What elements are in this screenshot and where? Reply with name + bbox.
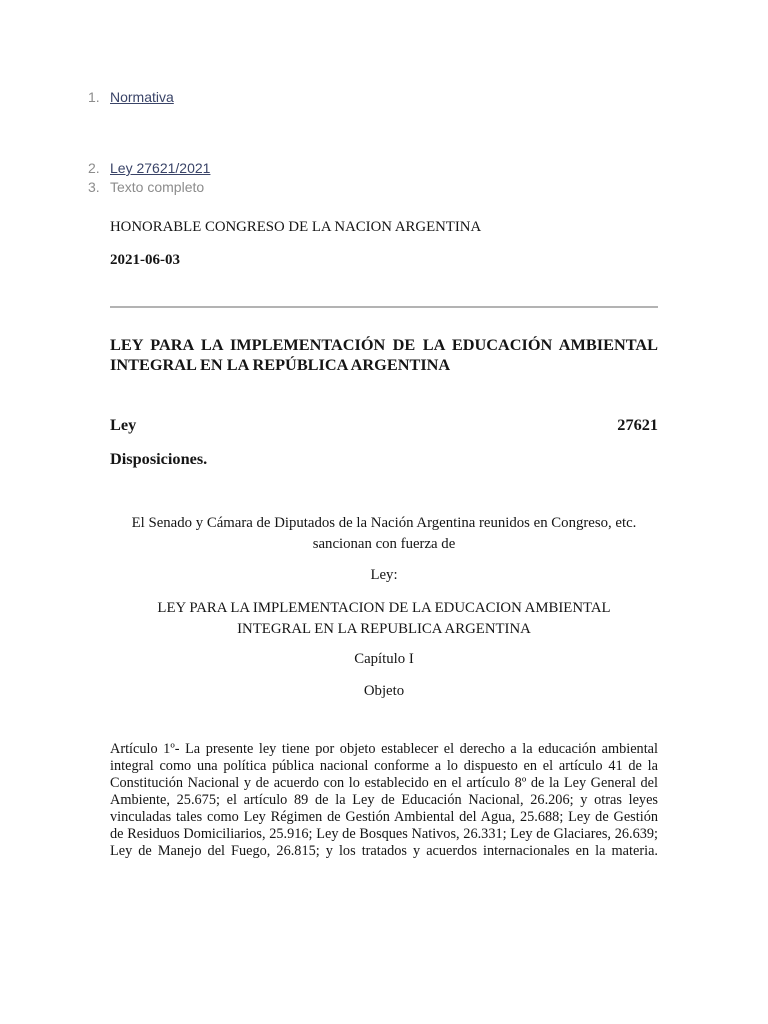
chapter-heading: Capítulo I	[354, 651, 414, 667]
law-number-row	[110, 415, 658, 434]
ley-heading: Ley:	[370, 567, 398, 583]
breadcrumb-number: 3.	[88, 179, 100, 195]
section-divider	[110, 306, 658, 308]
law-number: 27621	[617, 415, 658, 434]
law-subtitle: Disposiciones.	[110, 449, 208, 468]
normativa-link[interactable]: Normativa	[110, 89, 174, 105]
chapter-subject: Objeto	[363, 683, 405, 699]
issuer-heading: HONORABLE CONGRESO DE LA NACION ARGENTINA	[110, 219, 482, 235]
breadcrumb-number: 2.	[88, 160, 100, 176]
breadcrumb-list	[88, 88, 658, 197]
article-1-text: Artículo 1º- La presente ley tiene por objeto establecer el derecho a la educación ambiental integral como una política pública nacional conforme a lo dispuesto en el artículo 41 de la Constitución Nacional y de acuerdo con lo establecido en el artículo 8º de la Ley General del Ambiente, 25.675; el artículo 89 de la Ley de Educación Nacional, 26.206; y otras leyes vinculadas tales como Ley Régimen de Gestión Ambiental del Agua, 25.688; Ley de Gestión de Residuos Domiciliarios, 25.916; Ley de Bosques Nativos, 26.331; Ley de Glaciares, 26.639; Ley de Manejo del Fuego, 26.815; y los tratados y acuerdos internacionales en la materia.	[110, 741, 658, 859]
document-title: LEY PARA LA IMPLEMENTACIÓN DE LA EDUCACIÓN AMBIENTAL INTEGRAL EN LA REPÚBLICA ARGENTINA	[110, 335, 658, 374]
enactment-preamble: El Senado y Cámara de Diputados de la Nación Argentina reunidos en Congreso, etc. sancionan con fuerza de	[131, 515, 637, 552]
document-date: 2021-06-03	[110, 252, 180, 268]
breadcrumb-item-texto-completo	[88, 178, 658, 197]
texto-completo-label: Texto completo	[110, 179, 205, 195]
ley-27621-link[interactable]: Ley 27621/2021	[110, 160, 211, 176]
law-title-centered: LEY PARA LA IMPLEMENTACION DE LA EDUCACION AMBIENTAL INTEGRAL EN LA REPUBLICA ARGENTINA	[157, 600, 611, 637]
document-content	[88, 88, 658, 860]
law-label: Ley	[110, 415, 137, 434]
breadcrumb-number: 1.	[88, 89, 100, 105]
breadcrumb-item-normativa	[88, 88, 658, 107]
breadcrumb-item-ley	[88, 159, 658, 178]
